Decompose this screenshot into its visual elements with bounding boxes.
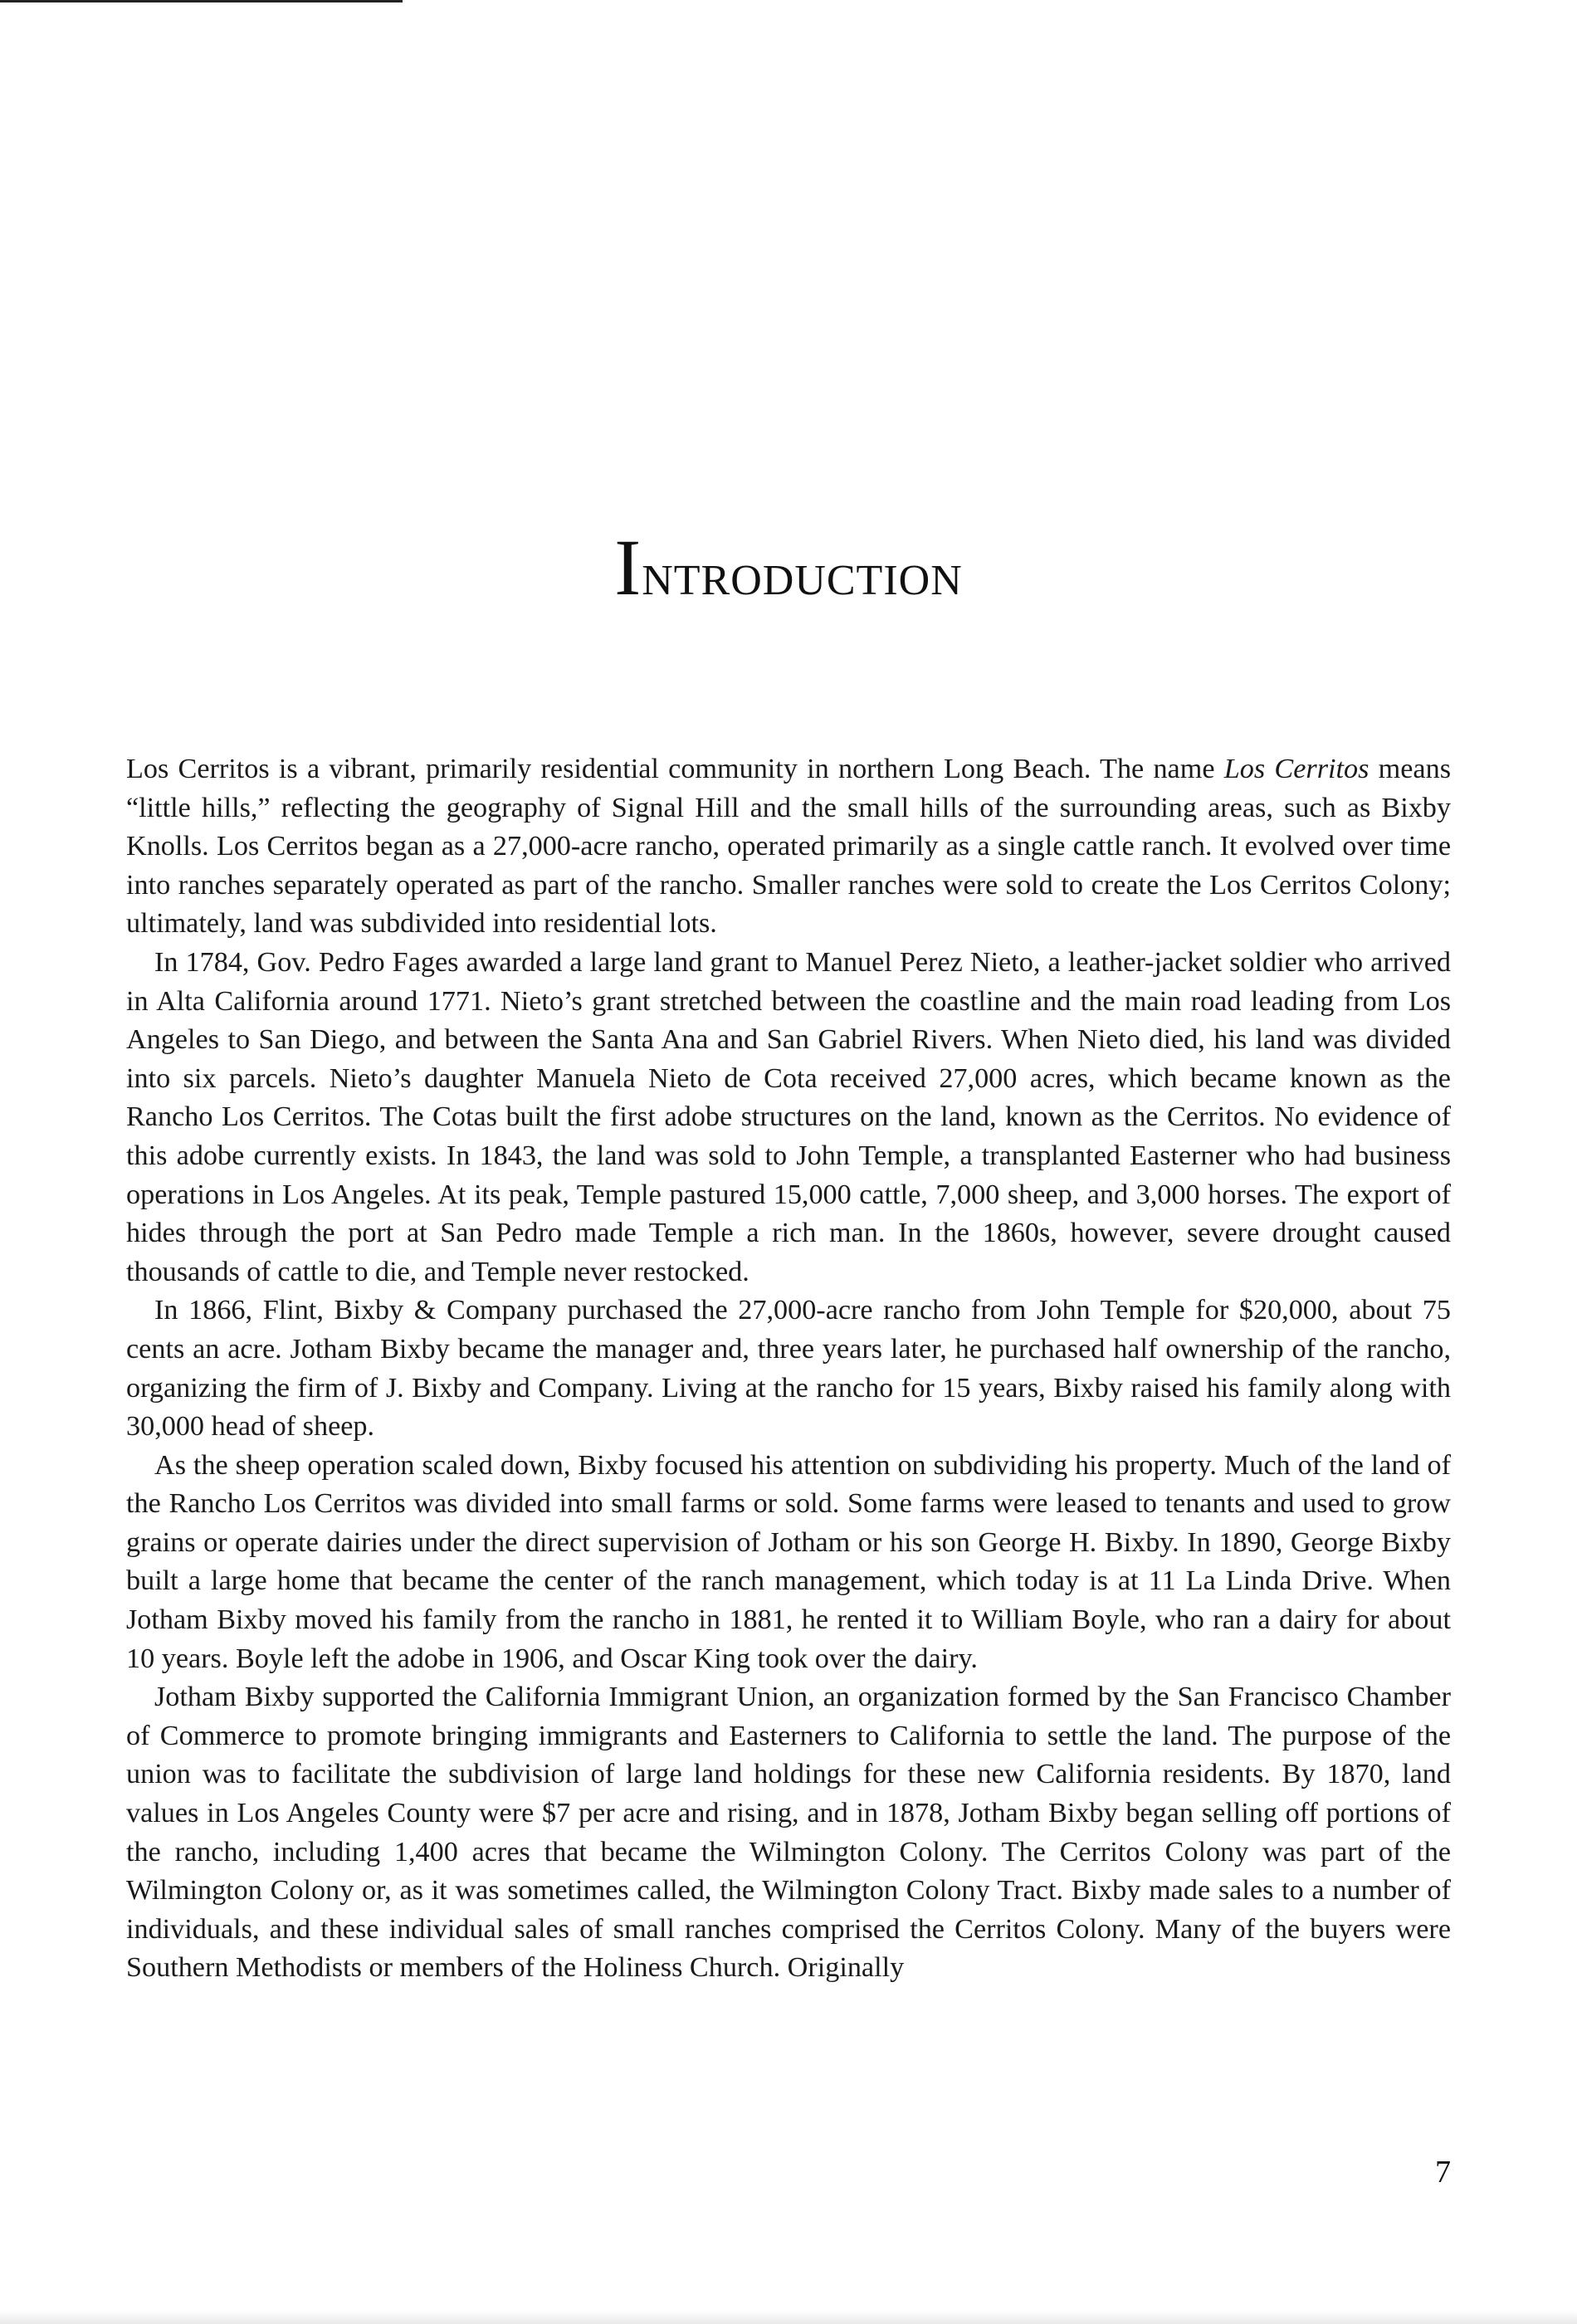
chapter-title-rest: ntroduction xyxy=(642,540,963,608)
paragraph-1 xyxy=(126,750,1451,944)
paragraph-4: As the sheep operation scaled down, Bixby focused his attention on subdividing his property. Much of the land of the Rancho Los Cerritos was divided into small farms or sold. Some farms were leased to tenants and used to grow grains or operate dairies under the direct supervision of Jotham or his son George H. Bixby. In 1890, George Bixby built a large home that became the center of the ranch management, which today is at 11 La Linda Drive. When Jotham Bixby moved his family from the rancho in 1881, he rented it to William Boyle, who ran a dairy for about 10 years. Boyle left the adobe in 1906, and Oscar King took over the dairy. xyxy=(126,1449,1451,1674)
bottom-page-edge xyxy=(0,2311,1577,2324)
paragraph-1-rest: means “little hills,” reflecting the geography of Signal Hill and the small hills of the surrounding areas, such as Bixby Knolls. Los Cerritos began as a 27,000-acre rancho, operated primarily as a single cattle ranch. It evolved over time into ranches separately operated as part of the rancho. Smaller ranches were sold to create the Los Cerritos Colony; ultimately, land was subdivided into residential lots. xyxy=(126,754,1451,940)
chapter-title xyxy=(126,523,1451,612)
paragraph-3: In 1866, Flint, Bixby & Company purchased the 27,000-acre rancho from John Temple for $20,000, about 75 cents an acre. Jotham Bixby became the manager and, three years later, he purchased half ownership of the rancho, organizing the firm of J. Bixby and Company. Living at the rancho for 15 years, Bixby raised his family along with 30,000 head of sheep. xyxy=(126,1295,1451,1443)
paragraph-5: Jotham Bixby supported the California Immigrant Union, an organization formed by the San Francisco Chamber of Commerce to promote bringing immigrants and Easterners to California to settle the land. The purpose of the union was to facilitate the subdivision of large land holdings for these new California residents. By 1870, land values in Los Angeles County were $7 per acre and rising, and in 1878, Jotham Bixby began selling off portions of the rancho, including 1,400 acres that became the Wilmington Colony. The Cerritos Colony was part of the Wilmington Colony or, as it was sometimes called, the Wilmington Colony Tract. Bixby made sales to a number of individuals, and these individual sales of small ranches comprised the Cerritos Colony. Many of the buyers were Southern Methodists or members of the Holiness Church. Originally xyxy=(126,1682,1451,1984)
page-content xyxy=(126,0,1451,2324)
chapter-title-initial: I xyxy=(614,523,642,612)
page-number: 7 xyxy=(1435,2155,1451,2190)
paragraph-1-lead: Los Cerritos is a vibrant, primarily residential community in northern Long Beach. The name xyxy=(126,754,1224,784)
body-text xyxy=(126,750,1451,1988)
paragraph-1-italic-term: Los Cerritos xyxy=(1223,754,1370,784)
paragraph-2: In 1784, Gov. Pedro Fages awarded a large land grant to Manuel Perez Nieto, a leather-jacket soldier who arrived in Alta California around 1771. Nieto’s grant stretched between the coastline and the main road leading from Los Angeles to San Diego, and between the Santa Ana and San Gabriel Rivers. When Nieto died, his land was divided into six parcels. Nieto’s daughter Manuela Nieto de Cota received 27,000 acres, which became known as the Rancho Los Cerritos. The Cotas built the first adobe structures on the land, known as the Cerritos. No evidence of this adobe currently exists. In 1843, the land was sold to John Temple, a transplanted Easterner who had business operations in Los Angeles. At its peak, Temple pastured 15,000 cattle, 7,000 sheep, and 3,000 horses. The export of hides through the port at San Pedro made Temple a rich man. In the 1860s, however, severe drought caused thousands of cattle to die, and Temple never restocked. xyxy=(126,946,1451,1287)
